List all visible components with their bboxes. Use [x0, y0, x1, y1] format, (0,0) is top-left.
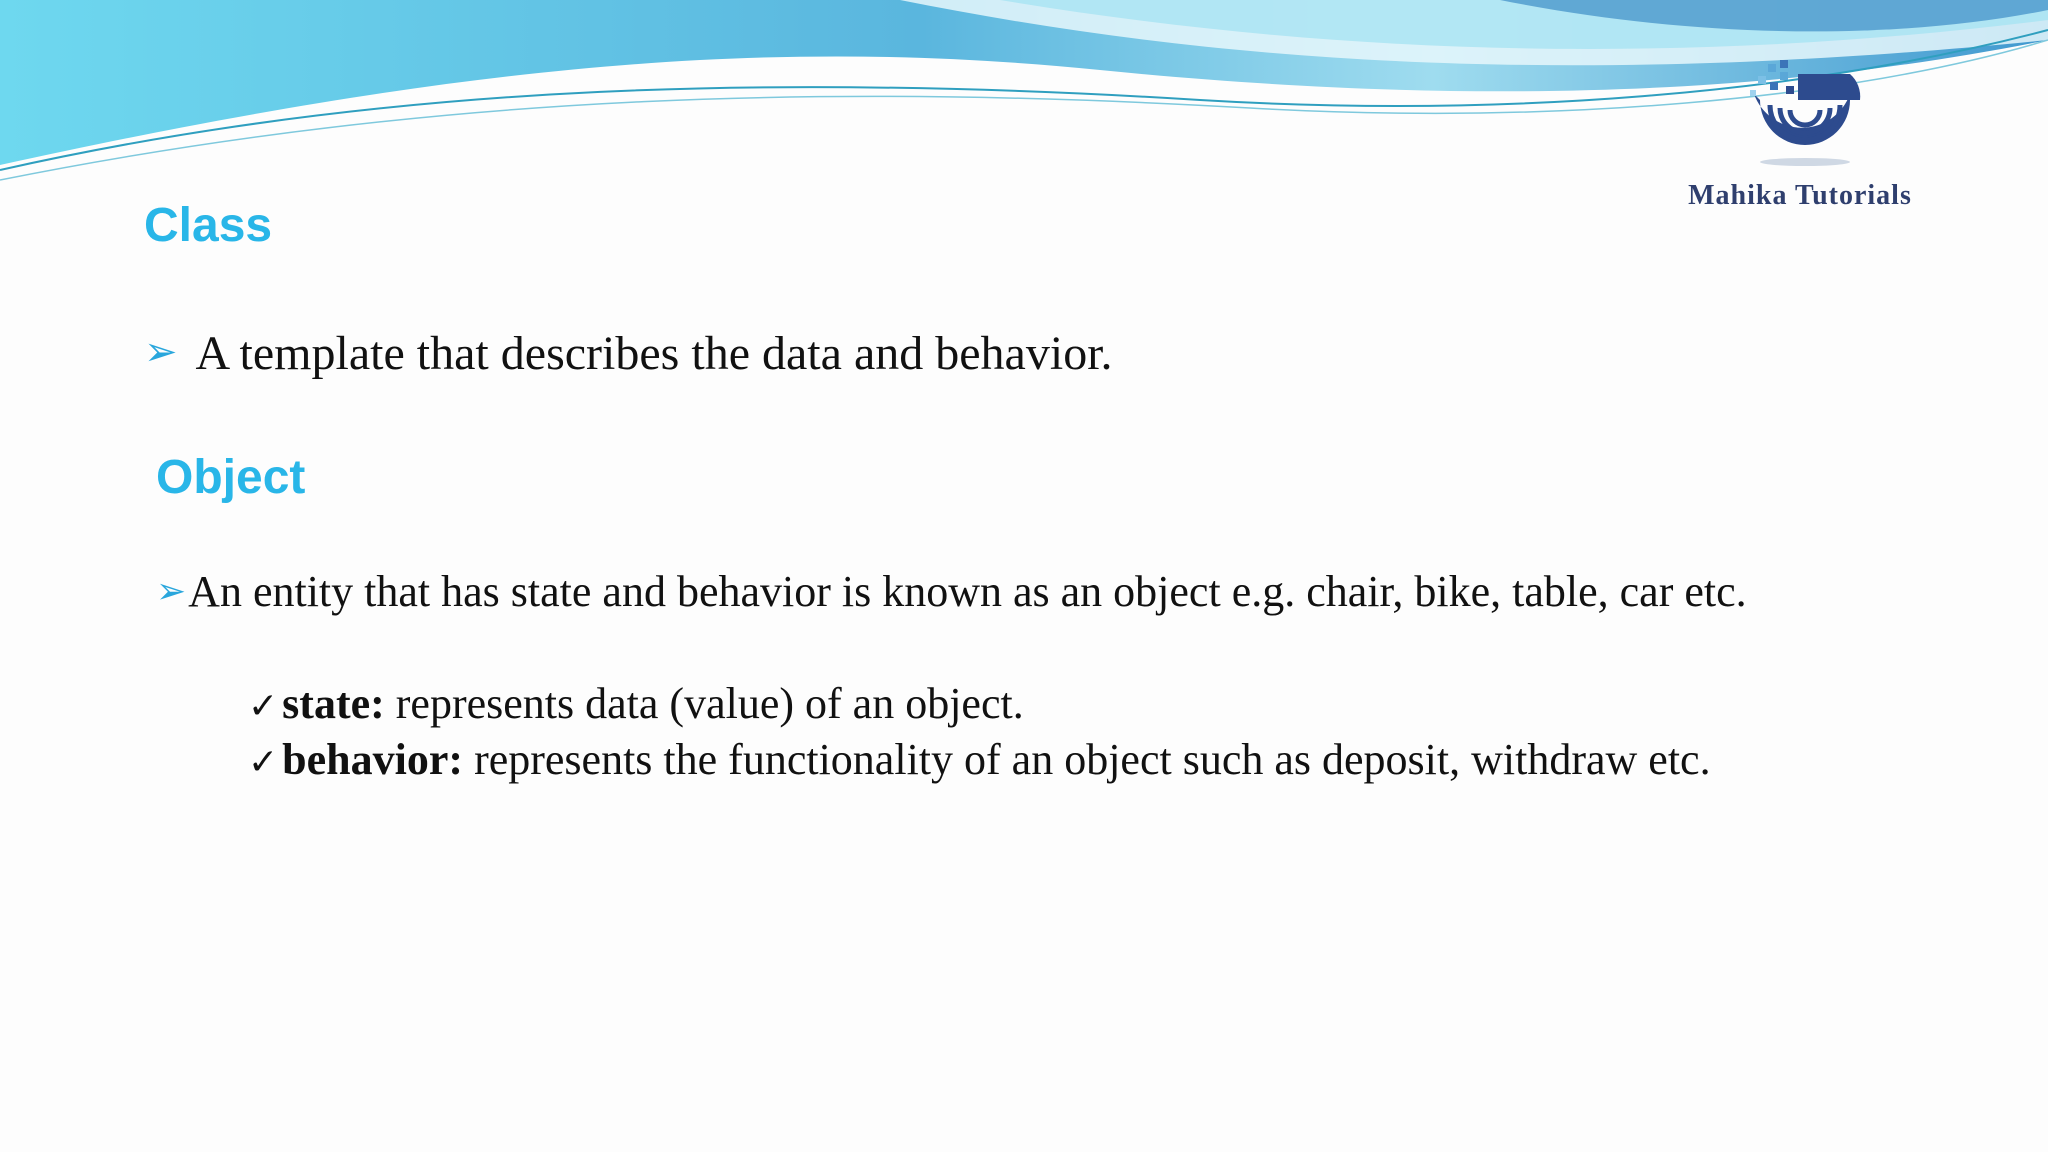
concentric-arc-pixel-logo-icon: [1740, 60, 1870, 170]
sub-item-term: behavior:: [282, 735, 464, 784]
sub-item-behavior: [248, 732, 1711, 791]
bullet-class-definition: [144, 324, 1113, 382]
sub-item-text: represents data (value) of an object.: [384, 679, 1024, 728]
section-heading-class: Class: [144, 199, 273, 252]
sub-item-text: represents the functionality of an object such as deposit, withdraw etc.: [463, 735, 1711, 784]
section-heading-object: Object: [156, 451, 306, 504]
bullet-object-definition: [156, 564, 1747, 620]
brand-logo: [1650, 60, 1950, 220]
brand-name: Mahika Tutorials: [1688, 180, 1912, 211]
bullet-text: An entity that has state and behavior is known as an object e.g. chair, bike, table, car etc.: [188, 567, 1747, 616]
arrow-bullet-icon: ➢: [156, 571, 187, 612]
checkmark-icon: ✓: [248, 686, 279, 727]
arrow-bullet-icon: ➢: [144, 329, 178, 375]
sub-item-term: state:: [282, 679, 385, 728]
bullet-text: A template that describes the data and behavior.: [195, 327, 1113, 380]
checkmark-icon: ✓: [248, 742, 279, 783]
sub-item-state: [248, 676, 1024, 735]
